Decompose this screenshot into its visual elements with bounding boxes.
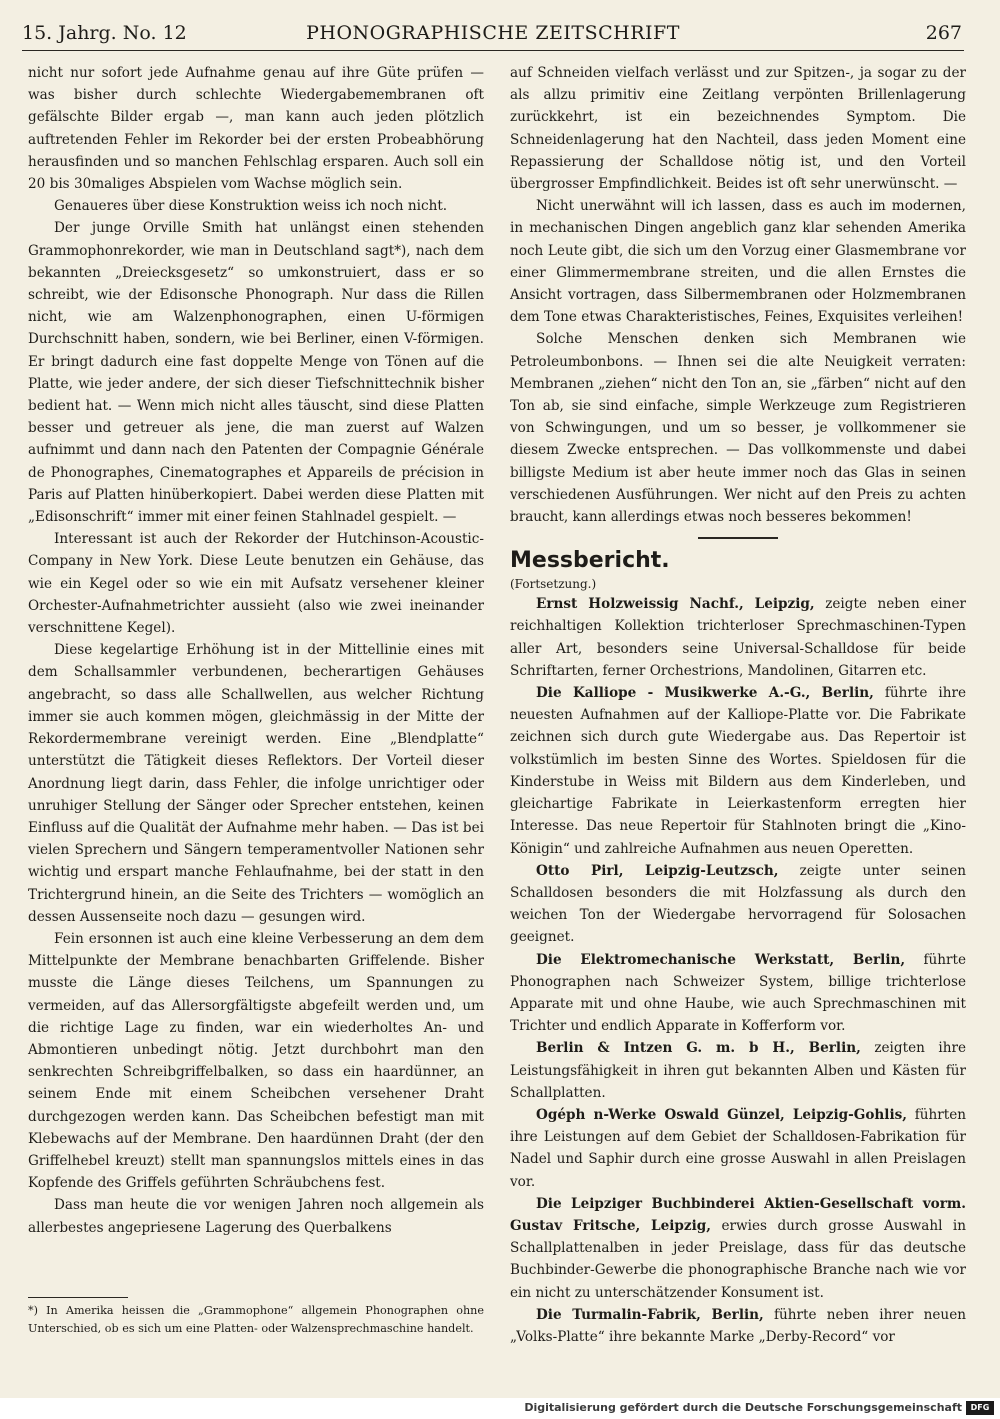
- entry-text: führten ihre Leistungen auf dem Gebiet der Schalldosen-Fabrikation für Nadel und Saphir durch eine grosse Auswahl in allen Preislagen vor.: [510, 1106, 967, 1190]
- entry-text: erwies durch grosse Auswahl in Schallplattenalben in jeder Preislage, dass für das deutsche Buchbinder-Gewerbe die phonographische Branche nach wie vor ein nicht zu unterschätzender Konsument ist.: [510, 1217, 966, 1301]
- company-name: Die Elektromechanische Werkstatt, Berlin,: [536, 951, 906, 968]
- report-entry: [510, 1304, 966, 1348]
- paragraph: Dass man heute die vor wenigen Jahren noch allgemein als allerbestes angepriesene Lagerung des Querbalkens: [28, 1197, 484, 1236]
- journal-title: PHONOGRAPHISCHE ZEITSCHRIFT: [306, 22, 680, 44]
- company-name: Ernst Holzweissig Nachf., Leipzig,: [536, 596, 815, 613]
- company-name: Die Kalliope - Musikwerke A.-G., Berlin,: [536, 685, 874, 702]
- paragraph: Genaueres über diese Konstruktion weiss ich noch nicht.: [54, 198, 448, 215]
- section-divider: [698, 537, 778, 539]
- entry-text: führte Phonographen nach Schweizer System, billige trichterlose Apparate mit und ohne Haube, wie auch Sprechmaschinen mit Trichter und endlich Apparate in Kofferform vor.: [510, 951, 966, 1035]
- report-entry: [510, 860, 966, 949]
- volume-issue: 15. Jahrg. No. 12: [22, 22, 187, 44]
- report-entry: [510, 1193, 966, 1304]
- funding-note: Digitalisierung gefördert durch die Deutsche Forschungsgemeinschaft: [524, 1401, 962, 1414]
- company-name: Otto Pirl, Leipzig-Leutzsch,: [536, 862, 779, 879]
- section-title: Messbericht.: [510, 548, 670, 574]
- paragraph: Solche Menschen denken sich Membranen wie Petroleumbonbons. — Ihnen sei die alte Neuigkeit verraten: Membranen „ziehen“ nicht den Ton an, sie „färben“ nicht auf den Ton ab, sie sind einfache, simple Werkzeuge zum Registrieren von Schwingungen, und um so besser, je vollkommener sie diesem Zwecke entsprechen. — Das vollkommenste und dabei billigste Medium ist aber heute immer noch das Glas in seinen verschiedenen Ausführungen. Wer nicht auf den Preis zu achten braucht, kann allerdings etwas noch besseres bekommen!: [510, 331, 966, 526]
- page-header: [22, 20, 964, 51]
- footnote-divider: [28, 1297, 128, 1298]
- section-subtitle: (Fortsetzung.): [510, 577, 597, 592]
- paragraph: auf Schneiden vielfach verlässt und zur Spitzen-, ja sogar zu der als allzu primitiv eine Zeitlang verpönten Brillenlagerung zurückkehrt, ist ein bezeichnendes Symptom. Die Schneidenlagerung hat den Nachteil, dass jeden Moment eine Repassierung der Schalldose nötig ist, und den Vorteil übergrosser Empfindlichkeit. Beides ist oft sehr unerwünscht. —: [510, 65, 966, 193]
- report-entry: [510, 682, 966, 860]
- left-column: [28, 62, 484, 1239]
- report-entry: [510, 593, 966, 682]
- entry-text: zeigte unter seinen Schalldosen besonders die mit Holzfassung als durch den weichen Ton der Wiedergabe hervorragend für Solosachen geeignet.: [510, 862, 966, 946]
- page-number: 267: [925, 22, 962, 44]
- entry-text: zeigten ihre Leistungsfähigkeit in ihren gut bekannten Alben und Kästen für Schallplatten.: [510, 1040, 966, 1101]
- entry-text: führte neben ihrer neuen „Volks-Platte“ ihre bekannte Marke „Derby-Record“ vor: [510, 1306, 966, 1345]
- paragraph: Fein ersonnen ist auch eine kleine Verbesserung an dem dem Mittelpunkte der Membrane benachbarten Griffelende. Bisher musste die Länge dieses Teilchens, um Spannungen zu vermeiden, auf das Allersorgfältigste abgefeilt werden und, um die richtige Lage zu finden, war ein wiederholtes An- und Abmontieren unbedingt nötig. Jetzt durchbohrt man den senkrechten Schreibgriffelbalken, so dass ein haardünner, an seinem Ende mit einem Scheibchen versehener Draht durchgezogen werden kann. Das Scheibchen befestigt man mit Klebewachs auf der Membrane. Den haardünnen Draht (der den Griffelhebel kreuzt) stellt man spannungslos mittels eines in das Kopfende des Griffels geführten Schräubchens fest.: [28, 930, 484, 1192]
- report-entry: [510, 1037, 966, 1104]
- paragraph: Der junge Orville Smith hat unlängst einen stehenden Grammophonrekorder, wie man in Deutschland sagt*), nach dem bekannten „Dreiecksgesetz“ so umkonstruiert, dass er so schreibt, wie der Edisonsche Phonograph. Nur dass die Rillen nicht, wie am Walzenphonographen, einen U-förmigen Durchschnitt haben, sondern, wie bei Berliner, einen V-förmigen. Er bringt dadurch eine fast doppelte Menge von Tönen auf die Platte, wie jeder andere, der sich dieser Tiefschnittechnik bisher bedient hat. — Wenn mich nicht alles täuscht, sind diese Platten besser und getreuer als jene, die man zuerst auf Walzen aufnimmt und dann nach den Patenten der Compagnie Générale de Phonographes, Cinematographes et Appareils de précision in Paris auf Platten hinüberkopiert. Dabei werden diese Platten mit „Edisonschrift“ immer mit einer feinen Stahlnadel gespielt. —: [28, 220, 484, 526]
- dfg-logo-icon: DFG: [966, 1401, 994, 1415]
- report-entry: [510, 1104, 966, 1193]
- company-name: Die Turmalin-Fabrik, Berlin,: [536, 1306, 764, 1323]
- company-name: Berlin & Intzen G. m. b H., Berlin,: [536, 1040, 861, 1057]
- report-entry: [510, 949, 966, 1038]
- footnote: *) In Amerika heissen die „Grammophone“ allgemein Phonographen ohne Unterschied, ob es sich um eine Platten- oder Walzensprechmaschine handelt.: [28, 1304, 484, 1335]
- paragraph: Nicht unerwähnt will ich lassen, dass es auch im modernen, in mechanischen Dingen angeblich ganz klar sehenden Amerika noch Leute gibt, die sich um den Vorzug einer Glasmembrane vor einer Glimmermembrane streiten, und die allen Ernstes die Ansicht vortragen, dass Silbermembranen oder Holzmembranen dem Tone etwas Charakteristisches, Feines, Exquisites verleihen!: [510, 198, 966, 326]
- paragraph: Diese kegelartige Erhöhung ist in der Mittellinie eines mit dem Schallsammler verbundenen, becherartigen Gehäuses angebracht, so dass alle Schallwellen, aus welcher Richtung immer sie auch kommen mögen, gleichmässig in der Mitte der Rekordermembrane vereinigt werden. Eine „Blendplatte“ unterstützt die Tätigkeit dieses Reflektors. Der Vorteil dieser Anordnung liegt darin, dass Fehler, die infolge unrichtiger oder unruhiger Stellung der Sänger oder Sprecher entstehen, keinen Einfluss auf die Qualität der Aufnahme mehr haben. — Das ist bei vielen Sprechern und Sängern temperamentvoller Nationen sehr wichtig und erspart manche Fehlaufnahme, bei der statt in den Trichtergrund hinein, an die Seite des Trichters — womöglich an dessen Aussenseite noch dazu — gesungen wird.: [28, 642, 484, 925]
- entry-text: führte ihre neuesten Aufnahmen auf der Kalliope-Platte vor. Die Fabrikate zeichnen sich durch gute Wiedergabe aus. Das Repertoir ist volkstümlich im besten Sinne des Wortes. Spieldosen für die Kinderstube in Weiss mit Bildern aus dem Kinderleben, und gleichartige Fabrikate in Leierkastenform erregten hier Interesse. Das neue Repertoir für Stahlnoten bringt die „Kino-Königin“ und zahlreiche Aufnahmen aus neuen Operetten.: [510, 685, 966, 857]
- paragraph: nicht nur sofort jede Aufnahme genau auf ihre Güte prüfen — was bisher durch schlechte Wiedergabemembranen oft gefälschte Bilder ergab —, man kann auch jeden plötzlich auftretenden Fehler im Rekorder bei der ersten Probeabhörung herausfinden und so manchen Fehlschlag ersparen. Auch soll ein 20 bis 30maliges Abspielen vom Wachse möglich sein.: [28, 65, 484, 193]
- right-column: [510, 62, 966, 1348]
- company-name: Ogéph n-Werke Oswald Günzel, Leipzig-Gohlis,: [536, 1106, 908, 1123]
- paragraph: Interessant ist auch der Rekorder der Hutchinson-Acoustic-Company in New York. Diese Leute benutzen ein Gehäuse, das wie ein Kegel oder so wie ein mit Aufsatz versehener kleiner Orchester-Aufnahmetrichter aussieht (also wie zwei ineinander verschnittene Kegel).: [28, 531, 484, 637]
- company-name: Die Leipziger Buchbinderei Aktien-Gesellschaft vorm. Gustav Fritsche, Leipzig,: [510, 1195, 966, 1234]
- entry-text: zeigte neben einer reichhaltigen Kollektion trichterloser Sprechmaschinen-Typen aller Art, besonders seine Universal-Schalldose für beide Schriftarten, ferner Orchestrions, Mandolinen, Gitarren etc.: [510, 596, 967, 679]
- digitization-footer: [0, 1398, 1000, 1419]
